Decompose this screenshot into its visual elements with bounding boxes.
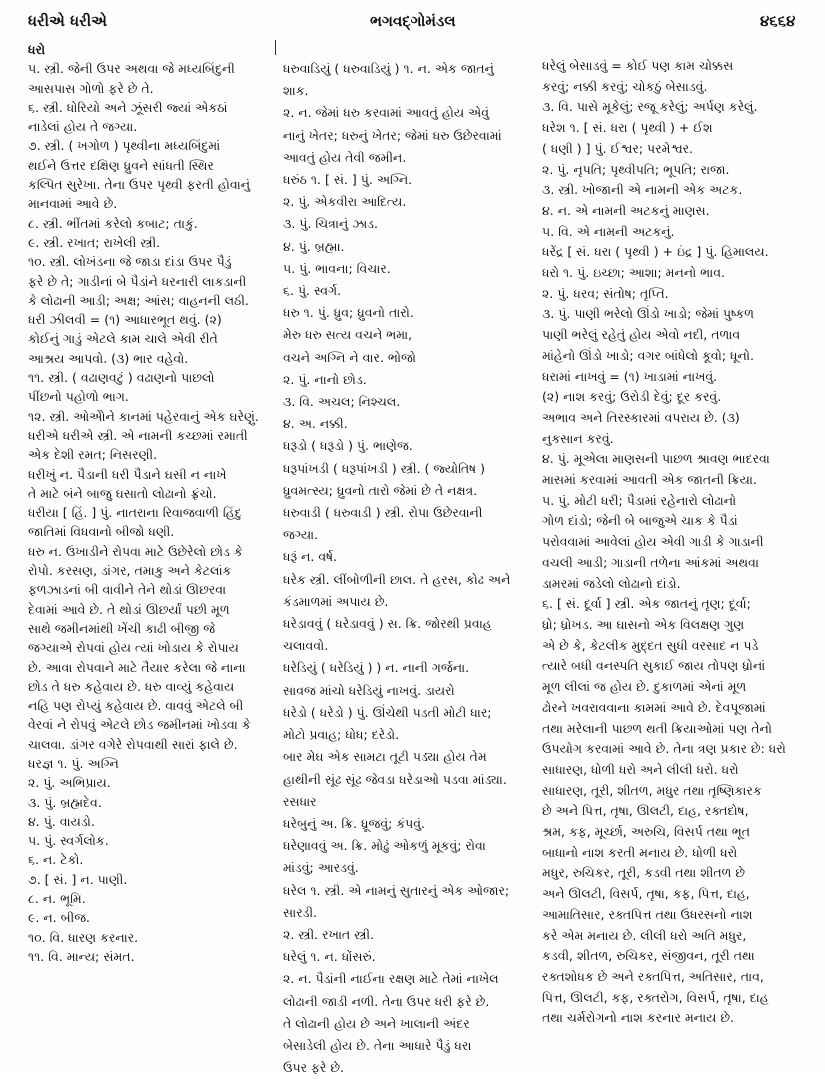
text-line: ધરી ઝીલવી = (૧) આધારભૂત થવું. (૨) bbox=[28, 312, 222, 328]
text-line: ધરેડિયું ( ધરેડિયું ) ) ન. નાની ગર્જના. bbox=[283, 660, 470, 676]
text-line: બેસાડેલી હોય છે. તેના આધારે પૈડું ધરા bbox=[283, 1037, 472, 1053]
text-line: ૨. ન. પૈડાંની નાઈના રક્ષણ માટે તેમાં નાખેલ bbox=[283, 971, 499, 987]
text-line: માંડવું; આરડવું. bbox=[283, 860, 359, 876]
text-line: ૧૦. વિ. ધારણ કરનાર. bbox=[28, 929, 139, 945]
text-line: ધરુંઠ ૧. [ સં. ] પું. અગ્નિ. bbox=[283, 172, 413, 188]
text-line: ૬. સ્ત્રી. ધોરિયો અને ઝૂંસરી જ્યાં એકઠાં bbox=[28, 99, 228, 115]
text-line: સાધારણ, તૂરી, શીતળ, મધુર તથા તૃષ્ણિકારક bbox=[542, 782, 762, 798]
text-line: ૯. સ્ત્રી. રખાત; રાખેલી સ્ત્રી. bbox=[28, 234, 161, 250]
text-line: ૨. પું. નાનો છોડ. bbox=[283, 371, 367, 387]
text-line: તથા મરેલાની પાછળ થતી ક્રિયાઓમાં પણ તેનો bbox=[542, 720, 772, 736]
text-line: તથા ચર્મરોગનો નાશ કરનાર મનાય છે. bbox=[542, 1010, 734, 1026]
text-line: વેરવાં ને રોપવું એટલે છોડ જમીનમાં ખોડવા કે bbox=[28, 717, 251, 733]
text-line: ઉપયોગ કરવામાં આવે છે. તેના ત્રણ પ્રકાર છે: ધરો bbox=[542, 741, 786, 757]
text-line: ૩. પું. પાણી ભરેલો ઊંડો ખાડો; જેમાં પુષ્કળ bbox=[542, 306, 754, 322]
text-line: ધરૂપાંખડી ( ધરૂપાંખડી ) સ્ત્રી. ( જ્યોતિષ ) bbox=[283, 460, 486, 476]
text-line: નાડેલાં હોય તે જગ્યા. bbox=[28, 119, 138, 135]
text-line: ૯. ન. બીજ. bbox=[28, 910, 91, 926]
text-line: સારડી. bbox=[283, 904, 318, 920]
text-line: ૩. પું. બ્રહ્મદેવ. bbox=[28, 794, 102, 810]
text-line: નાનું ખેતર; ધરુનું ખેતર; જેમાં ધરુ ઉછેરવામાં bbox=[283, 127, 502, 143]
text-line: અભાવ અને તિરસ્કારમાં વપરાય છે. (૩) bbox=[542, 409, 740, 425]
text-line: રક્તશોધક છે અને રક્તપિત્ત, અતિસાર, તાવ, bbox=[542, 968, 764, 984]
text-line: ૫. પું. સ્વર્ગલોક. bbox=[28, 833, 109, 849]
text-line: મધુર, રુચિકર, તૂરી, કડવી તથા શીતળ છે bbox=[542, 865, 746, 881]
text-line: ૨. પું. ધરવ; સંતોષ; તૃપ્તિ. bbox=[542, 285, 669, 301]
text-line: ૩. સ્ત્રી. ખોજાની એ નામની એક અટક. bbox=[542, 182, 743, 198]
text-line: ધરુવાડિયું ( ધરુવાડિયું ) ૧. ન. એક જાતનું bbox=[283, 61, 494, 76]
text-line: ૩. વિ. પાસે મૂકેલું; રજૂ કરેલું; અર્પણ કરેલું. bbox=[542, 99, 758, 115]
text-line: કલ્પિત સુરેખા. તેના ઉપર પૃથ્વી ફરતી હોવાનું bbox=[28, 177, 251, 193]
text-line: કોઈનું ગાડું એટલે કામ ચાલે એવી રીતે bbox=[28, 331, 218, 347]
text-line: ( ધણી ) ] પું. ઈશ્વર; પરમેશ્વર. bbox=[542, 140, 694, 156]
text-line: ૫. સ્ત્રી. જેની ઉપર અથવા જે મધ્યબિંદુની bbox=[28, 61, 235, 77]
text-line: ધરેડો ( ધરેડો ) પું. ઊંચેથી પડતી મોટી ધાર; bbox=[283, 704, 492, 720]
text-line: સાવજ માંચો ધરેડિયું નાખવું. ડાયરો bbox=[283, 682, 455, 698]
text-line: માનવામાં આવે છે. bbox=[28, 196, 118, 212]
text-line: ફરે છે તે; ગાડીનાં બે પૈડાંને ધરનારી લાકડાની bbox=[28, 273, 247, 289]
text-line: ૬. [ સં. દૂર્વા ] સ્ત્રી. એક જાતનું તૃણ; દૂર્વા; bbox=[542, 596, 751, 612]
text-line: કરવું; નક્કી કરવું; ચોકઠું બેસાડવું. bbox=[542, 78, 708, 94]
text-line: ૫. વિ. એ નામની અટકનું. bbox=[542, 223, 675, 239]
text-line: ૪. પું. બ્રહ્મા. bbox=[283, 238, 345, 254]
text-line: સાથે જમીનમાંથી ખેંચી કાઢી બીજી જે bbox=[28, 620, 216, 636]
text-line: ૨. સ્ત્રી. રખાત સ્ત્રી. bbox=[283, 926, 375, 942]
column-2 bbox=[283, 58, 531, 1079]
text-line: ધ્રુવમત્સ્ય; ધ્રુવનો તારો જેમાં છે તે નક્ષત્ર. bbox=[283, 482, 478, 498]
text-line: ૭. [ સં. ] ન. પાણી. bbox=[28, 871, 128, 887]
text-line: ધરુવાડી ( ધરુવાડી ) સ્ત્રી. રોપા ઉછેરવાની bbox=[283, 505, 483, 521]
column-3 bbox=[542, 56, 802, 1029]
text-line: ૪. પું. મૂએલા માણસની પાછળ શ્રાવણ ભાદરવા bbox=[542, 451, 770, 467]
text-line: મૂળ લીલાં જ હોય છે. દુકાળમાં એનાં મૂળ bbox=[542, 679, 747, 695]
text-line: ધરામાં નાખવું = (૧) ખાડામાં નાખવું. bbox=[542, 368, 718, 384]
text-line: માસમાં કરવામાં આવતી એક જાતની ક્રિયા. bbox=[542, 472, 757, 488]
text-line: બાધાનો નાશ કરતી મનાય છે. ધોળી ધરો bbox=[542, 844, 738, 860]
text-line: ૫. પું. મોટી ધરી; પૈડામાં રહેનારો લોઢાનો bbox=[542, 492, 737, 508]
text-line: આશ્રય આપવો. (૩) ભાર વહેવો. bbox=[28, 350, 189, 366]
text-line: વચને અગ્નિ ને વાર. ભોજો bbox=[283, 349, 416, 365]
text-line: કડવી, શીતળ, રુચિકર, સંજીવન, તૂરી તથા bbox=[542, 948, 755, 964]
column-divider bbox=[275, 40, 276, 55]
text-line: શ્રમ, કફ, મૂર્ચ્છા, અરુચિ, વિસર્પ તથા ભૂત bbox=[542, 824, 750, 840]
text-line: ૫. પું. ભાવના; વિચાર. bbox=[283, 260, 391, 276]
text-line: અને ઊલટી, વિસર્પ, તૃષા, કફ, પિત્ત, દાહ, bbox=[542, 886, 750, 902]
text-line: એક દેશી રમત; નિસરણી. bbox=[28, 447, 158, 463]
text-line: જગ્યા. bbox=[283, 527, 319, 543]
text-line: વચલી આડી; ગાડાની તળેના આંકમાં અથવા bbox=[542, 554, 759, 570]
text-line: ધરેડાવવું ( ધરેડાવવું ) સ. ક્રિ. જોરથી પ્રવાહ bbox=[283, 616, 492, 632]
text-line: ધરેલ ૧. સ્ત્રી. એ નામનું સુતારનું એક ઓજાર; bbox=[283, 882, 510, 898]
text-line: તે માટે બંને બાજુ ઘસાતો લોઢાનો ફ્રંચો. bbox=[28, 485, 217, 501]
text-line: હાથીની સૂંઢ સૂંઢ જેવડા ધરેડાઓ પડવા માંડ્યા. bbox=[283, 771, 507, 787]
text-line: છે. આવા રોપવાને માટે તૈયાર કરેલા જે નાના bbox=[28, 659, 246, 675]
text-line: થઈને ઉત્તર દક્ષિણ ધ્રુવને સાંધતી સ્થિર bbox=[28, 157, 214, 173]
text-line: ૪. અ. નક્કી. bbox=[283, 416, 348, 432]
text-line: મેરુ ધરુ સત્ય વચને ભમા, bbox=[283, 327, 413, 343]
text-line: સાધારણ, ધોળી ધરો અને લીલી ધરો. ધરો bbox=[542, 761, 739, 777]
text-line: માંહેનો ઊંડો ખાડો; વગર બાંધેલો કૂવો; ધૂનો. bbox=[542, 347, 754, 363]
text-line: ધરજ્ઞ ૧. પું. અગ્નિ bbox=[28, 755, 119, 771]
text-line: ધરેલું ૧. ન. ધોંસરું. bbox=[283, 949, 376, 965]
text-line: ધરીખું ન. પૈડાની ધરી પૈડાને ઘસી ન નાખે bbox=[28, 466, 227, 482]
text-line: ધરૂડો ( ધરૂડો ) પું. ભાણેજ. bbox=[283, 438, 413, 454]
column-1 bbox=[28, 40, 273, 966]
text-line: લોઢાની જાડી નળી. તેના ઉપર ધરી ફરે છે. bbox=[283, 993, 490, 1009]
text-line: પીંછનો પહોળો ભાગ. bbox=[28, 389, 129, 405]
text-line: બાર મેઘ એક સામટા તૂટી પડ્યા હોય તેમ bbox=[283, 749, 487, 765]
text-line: પાણી ભરેલું રહેતું હોય એવો નદી, તળાવ bbox=[542, 327, 741, 343]
text-line: રોપો. કરસણ, ડાંગર, તમાકુ અને કેટલાંક bbox=[28, 563, 232, 579]
text-line: ધરેબુનું અ. ક્રિ. ધ્રૂજવું; કંપવું. bbox=[283, 815, 426, 831]
text-line: જાતિમાં વિધવાનો બીજો ધણી. bbox=[28, 524, 175, 540]
text-line: એ છે કે, કેટલીક મુદ્દત સુધી વરસાદ ન પડે bbox=[542, 637, 759, 653]
text-line: ધરુ ન. ઉખાડીને રોપવા માટે ઉછેરેલો છોડ કે bbox=[28, 543, 243, 559]
page-title: ભગવદ્ગોમંડલ bbox=[370, 12, 456, 30]
text-line: ૬. ન. ટેકો. bbox=[28, 852, 84, 868]
text-line: છોડ તે ધરુ કહેવાય છે. ધરુ વાવ્યું કહેવાય bbox=[28, 678, 235, 694]
text-line: ધરેણાવવું અ. ક્રિ. મોઢું ઓકળું મૂકવું; રોવા bbox=[283, 838, 486, 854]
text-line: ૧૦. સ્ત્રી. લોખંડના જે જાડા દાંડા ઉપર પૈડું bbox=[28, 254, 232, 270]
text-line: નહિ પણ રોપ્યું કહેવાય છે. વાવવું એટલે બી bbox=[28, 698, 244, 714]
text-line: ૬. પું. સ્વર્ગ. bbox=[283, 283, 342, 299]
text-line: ધરૂં ન. વર્ષ. bbox=[283, 549, 338, 565]
text-line: ચાલવા. ડાંગર વગેરે રોપવાથી સારાં ફાલે છે. bbox=[28, 736, 238, 752]
text-line: ફળઝાડનાં બી વાવીને તેને થોડાં ઊછરવા bbox=[28, 582, 227, 598]
text-line: ૧૨. સ્ત્રી. ઓએોને કાનમાં પહેરવાનું એક ઘરેણું. bbox=[28, 408, 259, 424]
text-line: જગ્યાએ રોપવાં હોય ત્યાં ખોડાય કે રોપાય bbox=[28, 640, 239, 656]
text-line: છે અને પિત્ત, તૃષા, ઊલટી, દાહ, રક્તદોષ, bbox=[542, 803, 749, 819]
guide-word-second: ધરો bbox=[28, 42, 46, 57]
text-line: ડામરમાં જડેલો લોઢાનો દાંડો. bbox=[542, 575, 681, 591]
text-line: ચલાવવો. bbox=[283, 638, 329, 654]
text-line: ૮. સ્ત્રી. ભીંતમાં કરેલો કબાટ; તાકું. bbox=[28, 215, 198, 231]
text-line: (૨) નાશ કરવું; ઉરોડી દેવું; દૂર કરવું. bbox=[542, 389, 722, 405]
text-line: ધ્રો; ધ્રોખડ. આ ઘાસનો એક વિલક્ષણ ગુણ bbox=[542, 616, 745, 632]
guide-words bbox=[28, 12, 107, 30]
text-line: ધરેલું બેસાડવું = કોઈ પણ કામ ચોક્કસ bbox=[542, 58, 734, 73]
text-line: રસધાર bbox=[283, 793, 317, 809]
text-line: ૮. ન. ભૂમિ. bbox=[28, 891, 86, 907]
text-line: ધરેક સ્ત્રી. લીંબોળીની છાલ. તે હરસ, કોઢ અને bbox=[283, 571, 511, 587]
text-line: શાક. bbox=[283, 83, 309, 99]
text-line: ૨. ન. જેમાં ધરુ કરવામાં આવતું હોય એવું bbox=[283, 105, 490, 121]
text-line: પરોવવામાં આવેલાં હોય એવી ગાડી કે ગાડાની bbox=[542, 534, 764, 550]
text-line: ધરુ ૧. પું. ધ્રુવ; ધ્રુવનો તારો. bbox=[283, 305, 414, 321]
guide-word-first: ધરીએ ધરીએ bbox=[28, 12, 107, 30]
text-line: ઉપર ફરે છે. bbox=[283, 1060, 344, 1076]
text-line: કંડમાળમાં અપાય છે. bbox=[283, 593, 389, 609]
text-line: ધરેશ ૧. [ સં. ધરા ( પૃથ્વી ) + ઈશ bbox=[542, 120, 713, 136]
text-line: ઢોરને ખવરાવવાના કામમાં આવે છે. દેવપૂજામાં bbox=[542, 699, 766, 715]
text-line: કે લોઢાની આડી; અક્ષ; આંસ; વાહનની લઠી. bbox=[28, 292, 249, 308]
text-line: કરે એમ મનાય છે. લીલી ધરો અતિ મધુર, bbox=[542, 927, 747, 943]
text-line: પિત્ત, ઊલટી, કફ, રક્તરોગ, વિસર્પ, તૃષા, દાહ bbox=[542, 989, 769, 1005]
text-line: ત્યારે બધી વનસ્પતિ સુકાઈ જાય તોપણ ધ્રોનાં bbox=[542, 658, 766, 674]
text-line: મોટો પ્રવાહ; ધોધ; દરેડો. bbox=[283, 727, 400, 743]
text-line: ૪. પું. વાયડો. bbox=[28, 813, 95, 829]
text-line: ૩. પું. ચિત્રાનું ઝાડ. bbox=[283, 216, 379, 232]
text-line: નુકસાન કરવું. bbox=[542, 430, 614, 446]
page-number: ૪૬૬૪ bbox=[760, 12, 796, 30]
text-line: આમાતિસાર, રક્તપિત્ત તથા ઉધરસનો નાશ bbox=[542, 906, 753, 922]
text-line: આવતું હોય તેવી જમીન. bbox=[283, 149, 407, 165]
text-line: ધરો ૧. પું. ઇચ્છા; આશા; મનનો ભાવ. bbox=[542, 265, 725, 281]
text-line: દેવામાં આવે છે. તે થોડાં ઊછર્યાં પછી મૂળ bbox=[28, 601, 230, 617]
text-line: આસપાસ ગોળો ફરે છે તે. bbox=[28, 80, 154, 96]
text-line: ૨. પું. નૃપતિ; પૃથ્વીપતિ; ભૂપતિ; રાજા. bbox=[542, 161, 730, 177]
text-line: ૨. પું. અભિપ્રાય. bbox=[28, 775, 111, 791]
text-line: ૩. વિ. અચલ; નિશ્ચલ. bbox=[283, 394, 401, 410]
text-line: ૧૧. વિ. માન્ય; સંમત. bbox=[28, 948, 135, 964]
text-line: ધરીએ ધરીએ સ્ત્રી. એ નામની કચ્છમાં રમાતી bbox=[28, 427, 248, 443]
text-line: ૪. ન. એ નામની અટકનું માણસ. bbox=[542, 202, 710, 218]
text-line: ધરેંદ્ર [ સં. ધરા ( પૃથ્વી ) + ઇંદ્ર ] પું. હિમાલય. bbox=[542, 244, 769, 260]
text-line: ૨. પું. એકવીરા આદિત્ય. bbox=[283, 194, 407, 210]
text-line: ગોળ દાંડો; જેની બે બાજુએ ચાક કે પૈડાં bbox=[542, 513, 738, 529]
text-line: ૭. સ્ત્રી. ( ખગોળ ) પૃથ્વીના મધ્યબિંદુમાં bbox=[28, 138, 221, 154]
text-line: તે લોઢાની હોય છે અને ખાલાની અંદર bbox=[283, 1015, 470, 1031]
text-line: ધરીયા [ હિં. ] પું. નાતરાના રિવાજવાળી હિંદુ bbox=[28, 505, 242, 521]
text-line: ૧૧. સ્ત્રી. ( વઢાણવટું ) વઢાણનો પાછલો bbox=[28, 370, 215, 386]
